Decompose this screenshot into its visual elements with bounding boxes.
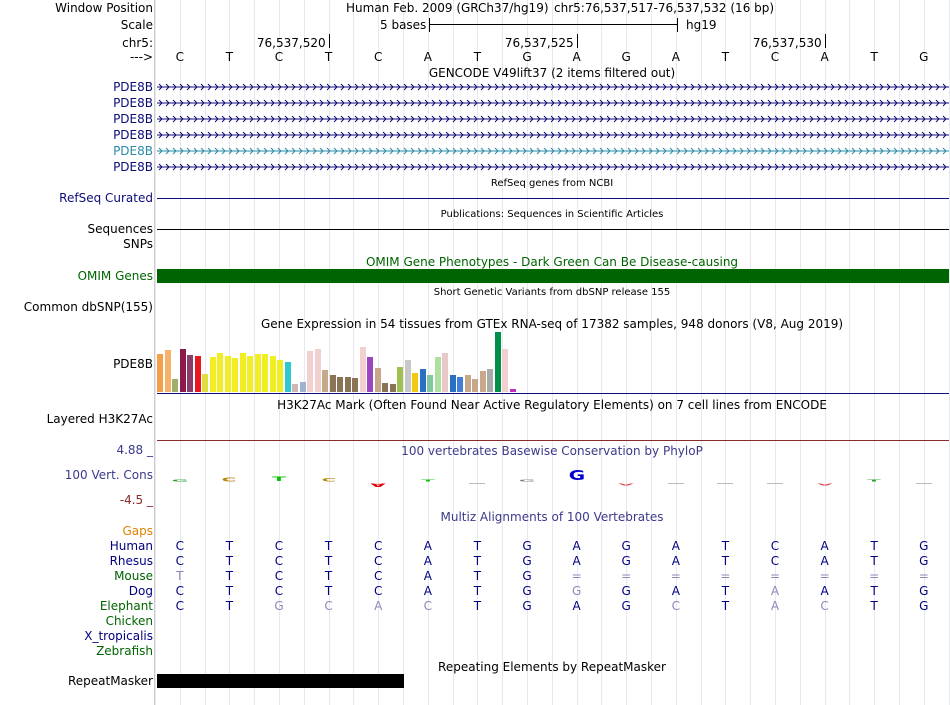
gtex-tissue-bar[interactable] xyxy=(217,353,223,392)
gtex-tissue-bar[interactable] xyxy=(382,383,388,392)
alignment-base: G xyxy=(919,584,929,598)
alignment-base: A xyxy=(374,599,383,613)
alignment-base: C xyxy=(274,554,284,568)
alignment-base: G xyxy=(621,539,631,553)
h3k27ac-track-title: H3K27Ac Mark (Often Found Near Active Regulatory Elements) on 7 cell lines from ENCODE xyxy=(277,398,827,412)
phylop-letter[interactable] xyxy=(410,479,446,482)
alignment-base: T xyxy=(324,554,333,568)
publications-track-label[interactable]: Sequences xyxy=(87,222,153,236)
gtex-gene-line xyxy=(157,393,949,394)
sequence-base: G xyxy=(919,50,929,64)
alignment-base: C xyxy=(175,599,184,613)
gtex-tissue-bar[interactable] xyxy=(157,354,163,392)
gtex-tissue-bar[interactable] xyxy=(397,367,403,392)
gtex-tissue-bar[interactable] xyxy=(300,382,306,392)
scale-bar-right-tick xyxy=(677,18,678,32)
alignment-base: A xyxy=(423,539,432,553)
alignment-base: G xyxy=(919,539,929,553)
gtex-tissue-bar[interactable] xyxy=(352,378,358,392)
sequence-base: A xyxy=(820,50,829,64)
gtex-tissue-bar[interactable] xyxy=(202,374,208,392)
gtex-track-title: Gene Expression in 54 tissues from GTEx RNA-seq of 17382 samples, 948 donors (V8, Aug 2019) xyxy=(260,317,844,331)
gencode-gene-label[interactable]: PDE8B xyxy=(113,160,153,174)
alignment-base: T xyxy=(473,554,482,568)
gtex-track-label[interactable]: PDE8B xyxy=(113,357,153,371)
phylop-letter-glyph: G xyxy=(518,479,536,482)
gtex-tissue-bar[interactable] xyxy=(262,354,268,392)
gtex-tissue-bar[interactable] xyxy=(187,355,193,392)
phylop-track-title: 100 vertebrates Basewise Conservation by PhyloP xyxy=(401,444,703,458)
alignment-base: A xyxy=(820,539,829,553)
gtex-tissue-bar[interactable] xyxy=(375,368,381,392)
species-label-zebrafish[interactable]: Zebrafish xyxy=(96,644,153,658)
alignment-base: G xyxy=(274,599,284,613)
alignment-base: = xyxy=(819,569,830,583)
alignment-base: C xyxy=(175,554,184,568)
alignment-base: G xyxy=(919,599,929,613)
alignment-base: C xyxy=(423,599,432,613)
ruler-tick xyxy=(577,34,578,48)
alignment-base: T xyxy=(870,539,878,553)
alignment-base: G xyxy=(621,554,631,568)
gencode-track-title: GENCODE V49lift37 (2 items filtered out) xyxy=(428,66,676,80)
refseq-track-title: RefSeq genes from NCBI xyxy=(490,178,614,189)
alignment-base: T xyxy=(176,569,184,583)
gtex-tissue-bar[interactable] xyxy=(240,353,246,392)
refseq-track-label[interactable]: RefSeq Curated xyxy=(59,191,153,205)
omim-track-title: OMIM Gene Phenotypes - Dark Green Can Be Disease-causing xyxy=(365,255,739,269)
gencode-gene-feature[interactable] xyxy=(157,112,949,126)
gtex-tissue-bar[interactable] xyxy=(495,332,501,392)
alignment-base: A xyxy=(671,554,680,568)
alignment-base: = xyxy=(571,569,582,583)
phylop-letter-glyph: T xyxy=(272,476,286,482)
alignment-base: G xyxy=(621,599,631,613)
phylop-letter-glyph: C xyxy=(221,477,237,482)
sequence-base: G xyxy=(522,50,532,64)
alignment-base: T xyxy=(870,584,878,598)
alignment-base: A xyxy=(572,599,581,613)
gtex-tissue-bar[interactable] xyxy=(412,373,418,392)
species-label-elephant[interactable]: Elephant xyxy=(99,599,153,613)
intron-chevrons xyxy=(157,160,949,174)
repeatmasker-track-label[interactable]: RepeatMasker xyxy=(67,674,153,688)
gencode-gene-label[interactable]: PDE8B xyxy=(113,112,153,126)
gtex-tissue-bar[interactable] xyxy=(337,377,343,392)
dbsnp-track-title: Short Genetic Variants from dbSNP release 155 xyxy=(433,287,671,298)
gtex-tissue-bar[interactable] xyxy=(232,358,238,392)
alignment-base: G xyxy=(522,584,532,598)
intron-chevrons xyxy=(157,112,949,126)
alignment-base: T xyxy=(870,599,878,613)
phylop-letter-glyph: A xyxy=(817,483,833,486)
publications-line xyxy=(157,229,949,230)
phylop-letter[interactable] xyxy=(509,479,545,482)
ruler-position-label: 76,537,525 xyxy=(504,36,574,50)
intron-chevrons xyxy=(157,144,949,158)
gtex-tissue-bar[interactable] xyxy=(255,354,261,392)
gtex-tissue-bar[interactable] xyxy=(510,389,516,392)
publications-track-title: Publications: Sequences in Scientific Articles xyxy=(440,209,664,220)
alignment-base: A xyxy=(423,554,432,568)
phylop-letter[interactable] xyxy=(211,477,247,482)
gtex-tissue-bar[interactable] xyxy=(172,379,178,392)
alignment-base: = xyxy=(769,569,781,583)
alignment-base: A xyxy=(820,584,829,598)
species-label-chicken[interactable]: Chicken xyxy=(105,614,153,628)
gtex-tissue-bar[interactable] xyxy=(330,375,336,392)
alignment-base: C xyxy=(671,599,680,613)
alignment-base: C xyxy=(324,599,333,613)
gtex-tissue-bar[interactable] xyxy=(487,369,493,392)
sequence-base: T xyxy=(473,50,482,64)
alignment-base: T xyxy=(225,539,234,553)
omim-track-label[interactable]: OMIM Genes xyxy=(77,269,153,283)
gtex-tissue-bar[interactable] xyxy=(360,347,366,392)
chrom-label: chr5: xyxy=(122,36,153,50)
alignment-base: C xyxy=(820,599,829,613)
alignment-base: = xyxy=(869,569,880,583)
phylop-letter-glyph: G xyxy=(171,479,189,482)
ruler-position-label: 76,537,520 xyxy=(256,36,326,50)
gtex-tissue-bar[interactable] xyxy=(420,369,426,392)
ruler-tick xyxy=(329,34,330,48)
grid-line xyxy=(155,0,156,705)
sequence-base: T xyxy=(225,50,234,64)
alignment-base: T xyxy=(473,539,482,553)
multiz-track-title: Multiz Alignments of 100 Vertebrates xyxy=(440,510,664,524)
gtex-tissue-bar[interactable] xyxy=(315,349,321,392)
phylop-letter[interactable] xyxy=(360,483,396,487)
gtex-tissue-bar[interactable] xyxy=(472,379,478,392)
alignment-base: G xyxy=(522,539,532,553)
alignment-base: T xyxy=(473,584,482,598)
gencode-gene-label[interactable]: PDE8B xyxy=(113,128,153,142)
refseq-gene-line[interactable] xyxy=(157,198,949,199)
gtex-tissue-bar[interactable] xyxy=(427,375,433,392)
gtex-tissue-bar[interactable] xyxy=(322,370,328,392)
phylop-letter-glyph: T xyxy=(867,479,881,482)
alignment-base: A xyxy=(820,554,829,568)
gtex-tissue-bar[interactable] xyxy=(292,384,298,392)
alignment-base: T xyxy=(473,599,482,613)
scale-bar-left-tick xyxy=(429,18,430,32)
sequence-base: A xyxy=(423,50,432,64)
species-label-rhesus[interactable]: Rhesus xyxy=(109,554,153,568)
alignment-base: T xyxy=(225,599,234,613)
strand-label: ---> xyxy=(129,50,153,64)
gencode-gene-feature[interactable] xyxy=(157,144,949,158)
sequence-base: C xyxy=(373,50,383,64)
phylop-letter[interactable] xyxy=(311,478,347,482)
h3k27ac-track-label[interactable]: Layered H3K27Ac xyxy=(46,412,153,426)
phylop-letter-glyph: A xyxy=(618,483,634,486)
ruler-position-label: 76,537,530 xyxy=(752,36,822,50)
repeatmasker-element[interactable] xyxy=(157,674,404,688)
assembly-title: Human Feb. 2009 (GRCh37/hg19) xyxy=(346,1,549,15)
ruler-tick xyxy=(825,34,826,48)
gtex-tissue-bar[interactable] xyxy=(270,356,276,392)
scale-bar xyxy=(429,24,677,25)
alignment-base: = xyxy=(670,569,681,583)
alignment-base: T xyxy=(473,569,482,583)
phylop-neutral-tick xyxy=(469,483,485,484)
phylop-neutral-tick xyxy=(717,483,733,484)
phylop-letter[interactable] xyxy=(856,479,892,482)
species-label-mouse[interactable]: Mouse xyxy=(114,569,153,583)
alignment-base: A xyxy=(671,539,680,553)
phylop-ymax: 4.88 _ xyxy=(116,443,153,457)
alignment-base: C xyxy=(770,554,780,568)
gtex-tissue-bar[interactable] xyxy=(465,375,471,392)
gaps-label[interactable]: Gaps xyxy=(122,524,153,538)
gencode-gene-label[interactable]: PDE8B xyxy=(113,144,153,158)
gtex-tissue-bar[interactable] xyxy=(277,360,283,392)
alignment-base: T xyxy=(721,599,730,613)
alignment-base: T xyxy=(225,554,234,568)
gtex-tissue-bar[interactable] xyxy=(450,375,456,392)
label-pane-divider xyxy=(154,0,155,705)
gtex-tissue-bar[interactable] xyxy=(457,377,463,392)
phylop-letter[interactable] xyxy=(261,476,297,482)
gtex-expression-bars[interactable] xyxy=(157,332,557,392)
sequence-base: T xyxy=(324,50,333,64)
alignment-base: T xyxy=(324,569,333,583)
gtex-tissue-bar[interactable] xyxy=(285,362,291,392)
alignment-base: T xyxy=(225,569,234,583)
gtex-tissue-bar[interactable] xyxy=(442,353,448,392)
alignment-base: C xyxy=(373,584,383,598)
alignment-base: C xyxy=(373,554,383,568)
phylop-ymin: -4.5 _ xyxy=(119,493,153,507)
gtex-tissue-bar[interactable] xyxy=(225,356,231,392)
alignment-base: A xyxy=(770,584,780,598)
phylop-neutral-tick xyxy=(668,483,684,484)
gtex-tissue-bar[interactable] xyxy=(435,357,441,392)
alignment-base: = xyxy=(720,569,731,583)
phylop-letter-glyph: C xyxy=(321,478,337,482)
sequence-base: C xyxy=(770,50,780,64)
phylop-letter-glyph: T xyxy=(421,479,435,482)
gtex-tissue-bar[interactable] xyxy=(405,360,411,392)
alignment-base: T xyxy=(225,584,234,598)
gtex-tissue-bar[interactable] xyxy=(345,377,351,392)
alignment-base: C xyxy=(373,539,383,553)
alignment-base: G xyxy=(522,554,532,568)
alignment-base: T xyxy=(870,554,878,568)
alignment-base: T xyxy=(721,584,730,598)
phylop-letter-glyph: G xyxy=(568,469,586,482)
alignment-base: T xyxy=(721,554,730,568)
alignment-base: A xyxy=(572,539,581,553)
window-position: chr5:76,537,517-76,537,532 (16 bp) xyxy=(554,1,775,15)
alignment-base: A xyxy=(671,584,680,598)
alignment-base: G xyxy=(571,584,582,598)
sequence-base: G xyxy=(621,50,631,64)
gtex-tissue-bar[interactable] xyxy=(210,357,216,392)
scale-db: hg19 xyxy=(686,18,717,32)
gencode-gene-feature[interactable] xyxy=(157,96,949,110)
gtex-tissue-bar[interactable] xyxy=(165,350,171,392)
phylop-track-label[interactable]: 100 Vert. Cons xyxy=(64,468,153,482)
gtex-tissue-bar[interactable] xyxy=(480,371,486,392)
species-label-x_tropicalis[interactable]: X_tropicalis xyxy=(84,629,153,643)
alignment-base: C xyxy=(274,569,284,583)
sequence-base: A xyxy=(572,50,581,64)
alignment-base: A xyxy=(572,554,581,568)
alignment-base: G xyxy=(919,554,929,568)
gtex-tissue-bar[interactable] xyxy=(307,351,313,392)
alignment-base: A xyxy=(770,599,780,613)
repeatmasker-track-title: Repeating Elements by RepeatMasker xyxy=(438,660,666,674)
alignment-base: T xyxy=(324,539,333,553)
window-position-label: Window Position xyxy=(55,1,153,15)
gtex-tissue-bar[interactable] xyxy=(502,349,508,392)
sequence-base: T xyxy=(870,50,878,64)
gtex-tissue-bar[interactable] xyxy=(390,384,396,392)
phylop-letter[interactable] xyxy=(608,483,644,486)
gtex-tissue-bar[interactable] xyxy=(180,349,186,392)
species-label-dog[interactable]: Dog xyxy=(128,584,153,598)
alignment-base: C xyxy=(373,569,383,583)
sequence-base: C xyxy=(274,50,284,64)
alignment-base: G xyxy=(522,599,532,613)
alignment-base: = xyxy=(621,569,632,583)
phylop-letter-glyph: A xyxy=(370,483,386,487)
alignment-base: C xyxy=(274,584,284,598)
alignment-base: G xyxy=(621,584,631,598)
sequence-base: T xyxy=(721,50,730,64)
alignment-base: A xyxy=(423,569,432,583)
alignment-base: G xyxy=(522,569,532,583)
scale-text: 5 bases xyxy=(380,18,427,32)
gencode-gene-feature[interactable] xyxy=(157,80,949,94)
phylop-neutral-tick xyxy=(916,483,932,484)
gtex-tissue-bar[interactable] xyxy=(247,356,253,392)
alignment-base: A xyxy=(423,584,432,598)
sequence-base: A xyxy=(671,50,680,64)
alignment-base: C xyxy=(274,539,284,553)
intron-chevrons xyxy=(157,96,949,110)
sequence-base: C xyxy=(175,50,184,64)
gencode-gene-feature[interactable] xyxy=(157,128,949,142)
alignment-base: C xyxy=(770,539,780,553)
omim-feature-bar[interactable] xyxy=(157,269,949,283)
phylop-letter[interactable] xyxy=(807,483,843,486)
alignment-base: = xyxy=(918,569,929,583)
intron-chevrons xyxy=(157,128,949,142)
gencode-gene-feature[interactable] xyxy=(157,160,949,174)
scale-label: Scale xyxy=(120,18,153,32)
alignment-base: C xyxy=(175,539,184,553)
intron-chevrons xyxy=(157,80,949,94)
phylop-letter[interactable] xyxy=(162,479,198,482)
phylop-neutral-tick xyxy=(767,483,783,484)
gencode-gene-label[interactable]: PDE8B xyxy=(113,80,153,94)
gtex-tissue-bar[interactable] xyxy=(367,357,373,392)
gtex-tissue-bar[interactable] xyxy=(195,356,201,392)
phylop-letter[interactable] xyxy=(559,469,595,482)
species-label-human[interactable]: Human xyxy=(109,539,153,553)
dbsnp-track-label[interactable]: Common dbSNP(155) xyxy=(23,300,153,314)
h3k27ac-baseline xyxy=(157,440,949,441)
alignment-base: C xyxy=(175,584,184,598)
alignment-base: T xyxy=(324,584,333,598)
snps-label[interactable]: SNPs xyxy=(123,237,153,251)
alignment-base: T xyxy=(721,539,730,553)
gencode-gene-label[interactable]: PDE8B xyxy=(113,96,153,110)
